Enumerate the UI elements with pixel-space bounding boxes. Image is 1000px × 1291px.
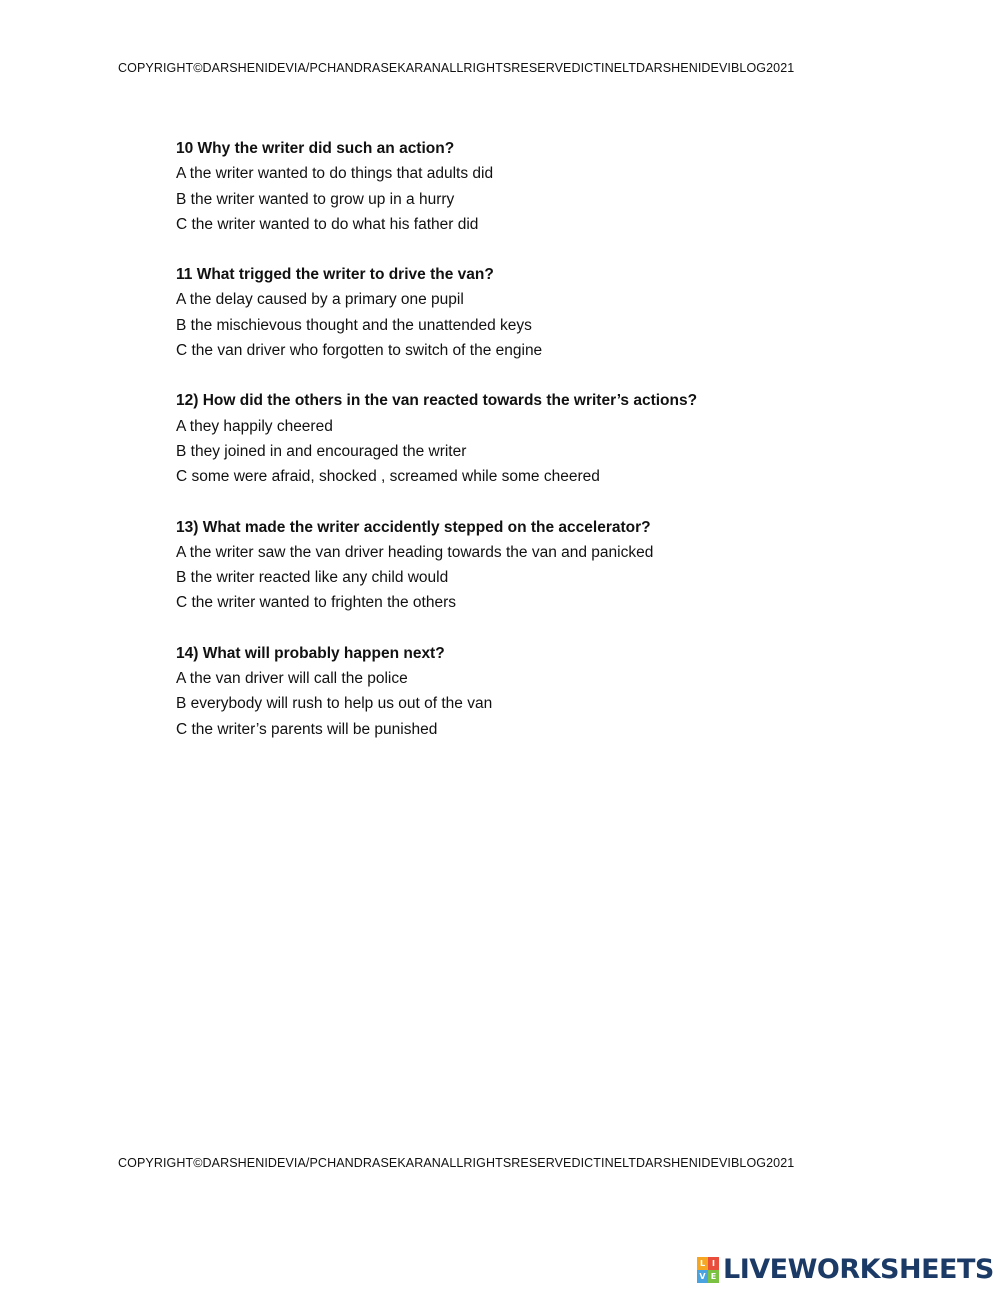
option-a[interactable]: A the delay caused by a primary one pupil <box>176 291 464 309</box>
footer-copyright: COPYRIGHT©DARSHENIDEVIA/PCHANDRASEKARANALLRIGHTSRESERVEDICTINELTDARSHENIDEVIBLOG2021 <box>118 1156 795 1170</box>
option-b[interactable]: B the writer reacted like any child would <box>176 569 449 587</box>
logo-letter: L <box>697 1257 708 1270</box>
option-c[interactable]: C some were afraid, shocked , screamed while some cheered <box>176 468 600 486</box>
option-b[interactable]: B the mischievous thought and the unattended keys <box>176 316 532 334</box>
question-title: 13) What made the writer accidently stepped on the accelerator? <box>176 518 651 536</box>
logo-letter: V <box>697 1270 708 1283</box>
question-10 <box>176 136 936 237</box>
header-copyright: COPYRIGHT©DARSHENIDEVIA/PCHANDRASEKARANALLRIGHTSRESERVEDICTINELTDARSHENIDEVIBLOG2021 <box>118 61 795 75</box>
question-title: 10 Why the writer did such an action? <box>176 140 455 157</box>
option-c[interactable]: C the van driver who forgotten to switch of the engine <box>176 342 543 360</box>
option-c[interactable]: C the writer wanted to do what his father did <box>176 215 479 233</box>
option-b[interactable]: B the writer wanted to grow up in a hurry <box>176 190 455 208</box>
option-a[interactable]: A the writer wanted to do things that adults did <box>176 165 494 183</box>
question-title: 14) What will probably happen next? <box>176 644 445 662</box>
liveworksheets-brand[interactable] <box>697 1253 994 1287</box>
option-a[interactable]: A the writer saw the van driver heading towards the van and panicked <box>176 543 654 561</box>
logo-letter: I <box>708 1257 719 1270</box>
option-b[interactable]: B they joined in and encouraged the writer <box>176 442 467 460</box>
option-a[interactable]: A they happily cheered <box>176 417 333 435</box>
option-b[interactable]: B everybody will rush to help us out of the van <box>176 695 493 713</box>
liveworksheets-logo-icon <box>697 1257 719 1283</box>
brand-wordmark: LIVEWORKSHEETS <box>723 1254 994 1285</box>
option-a[interactable]: A the van driver will call the police <box>176 670 408 688</box>
question-title: 12) How did the others in the van reacted towards the writer’s actions? <box>176 392 698 410</box>
option-c[interactable]: C the writer wanted to frighten the others <box>176 594 457 612</box>
question-list <box>176 136 936 767</box>
option-c[interactable]: C the writer’s parents will be punished <box>176 720 438 738</box>
question-14 <box>176 641 936 742</box>
logo-letter: E <box>708 1270 719 1283</box>
question-11 <box>176 262 936 363</box>
question-12 <box>176 388 936 489</box>
question-13 <box>176 515 936 616</box>
question-title: 11 What trigged the writer to drive the van? <box>176 266 494 284</box>
